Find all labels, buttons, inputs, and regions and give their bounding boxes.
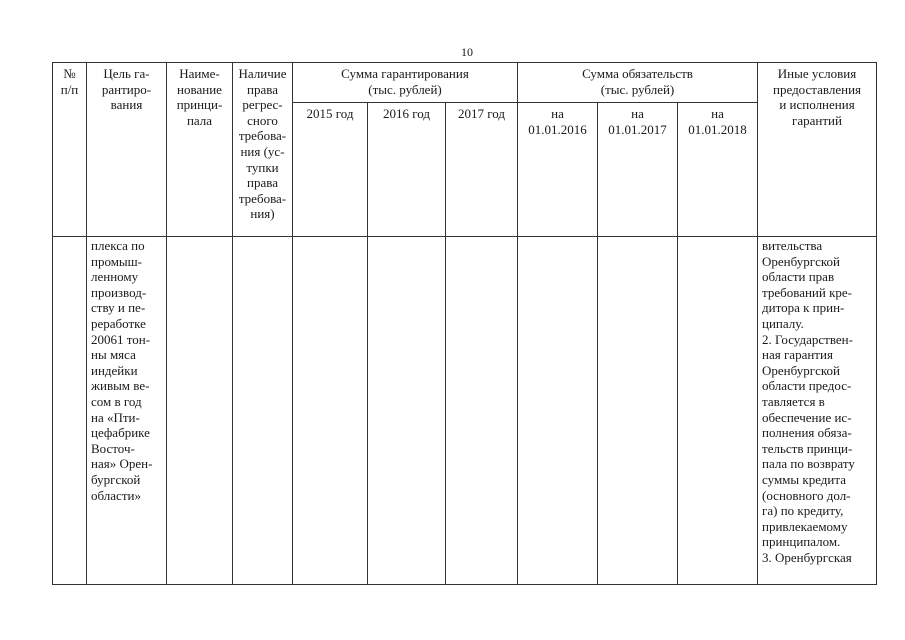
header-number: № п/п — [53, 63, 87, 237]
cell-principal — [167, 237, 233, 585]
header-regress-right: Наличие права регрес- сного требова- ния (ус- тупки права требова- ния) — [233, 63, 293, 237]
header-goal: Цель га- рантиро- вания — [87, 63, 167, 237]
header-other-conditions: Иные условия предоставления и исполнения гарантий — [758, 63, 877, 237]
header-date-2017: на 01.01.2017 — [598, 103, 678, 237]
header-date-2016: на 01.01.2016 — [518, 103, 598, 237]
cell-guarantee-2015 — [293, 237, 368, 585]
cell-other-conditions: вительства Оренбургской области прав требований кре- дитора к прин- ципалу. 2. Государствен- ная гарантия Оренбургской области предос- тавляется в обеспечение ис- полнения обяза- тельств принци- пала по возврату суммы кредита (основного дол- га) по кредиту, привлекаемому принципалом. 3. Оренбургская — [758, 237, 877, 585]
header-guarantee-sum: Сумма гарантирования (тыс. рублей) — [293, 63, 518, 103]
cell-guarantee-2016 — [368, 237, 446, 585]
header-year-2017: 2017 год — [446, 103, 518, 237]
cell-obligation-2016 — [518, 237, 598, 585]
header-date-2018: на 01.01.2018 — [678, 103, 758, 237]
header-obligation-sum: Сумма обязательств (тыс. рублей) — [518, 63, 758, 103]
table-row — [53, 237, 877, 585]
cell-obligation-2017 — [598, 237, 678, 585]
cell-goal: плекса по промыш- ленному производ- ству и пе- реработке 20061 тон- ны мяса индейки живым ве- сом в год на «Пти- цефабрике Восточ- ная» Орен- бургской области» — [87, 237, 167, 585]
guarantees-table — [52, 62, 877, 585]
header-year-2016: 2016 год — [368, 103, 446, 237]
header-year-2015: 2015 год — [293, 103, 368, 237]
cell-regress — [233, 237, 293, 585]
page-number: 10 — [461, 45, 473, 59]
cell-number — [53, 237, 87, 585]
header-principal: Наиме- нование принци- пала — [167, 63, 233, 237]
cell-guarantee-2017 — [446, 237, 518, 585]
table-header-row — [53, 63, 877, 103]
cell-obligation-2018 — [678, 237, 758, 585]
